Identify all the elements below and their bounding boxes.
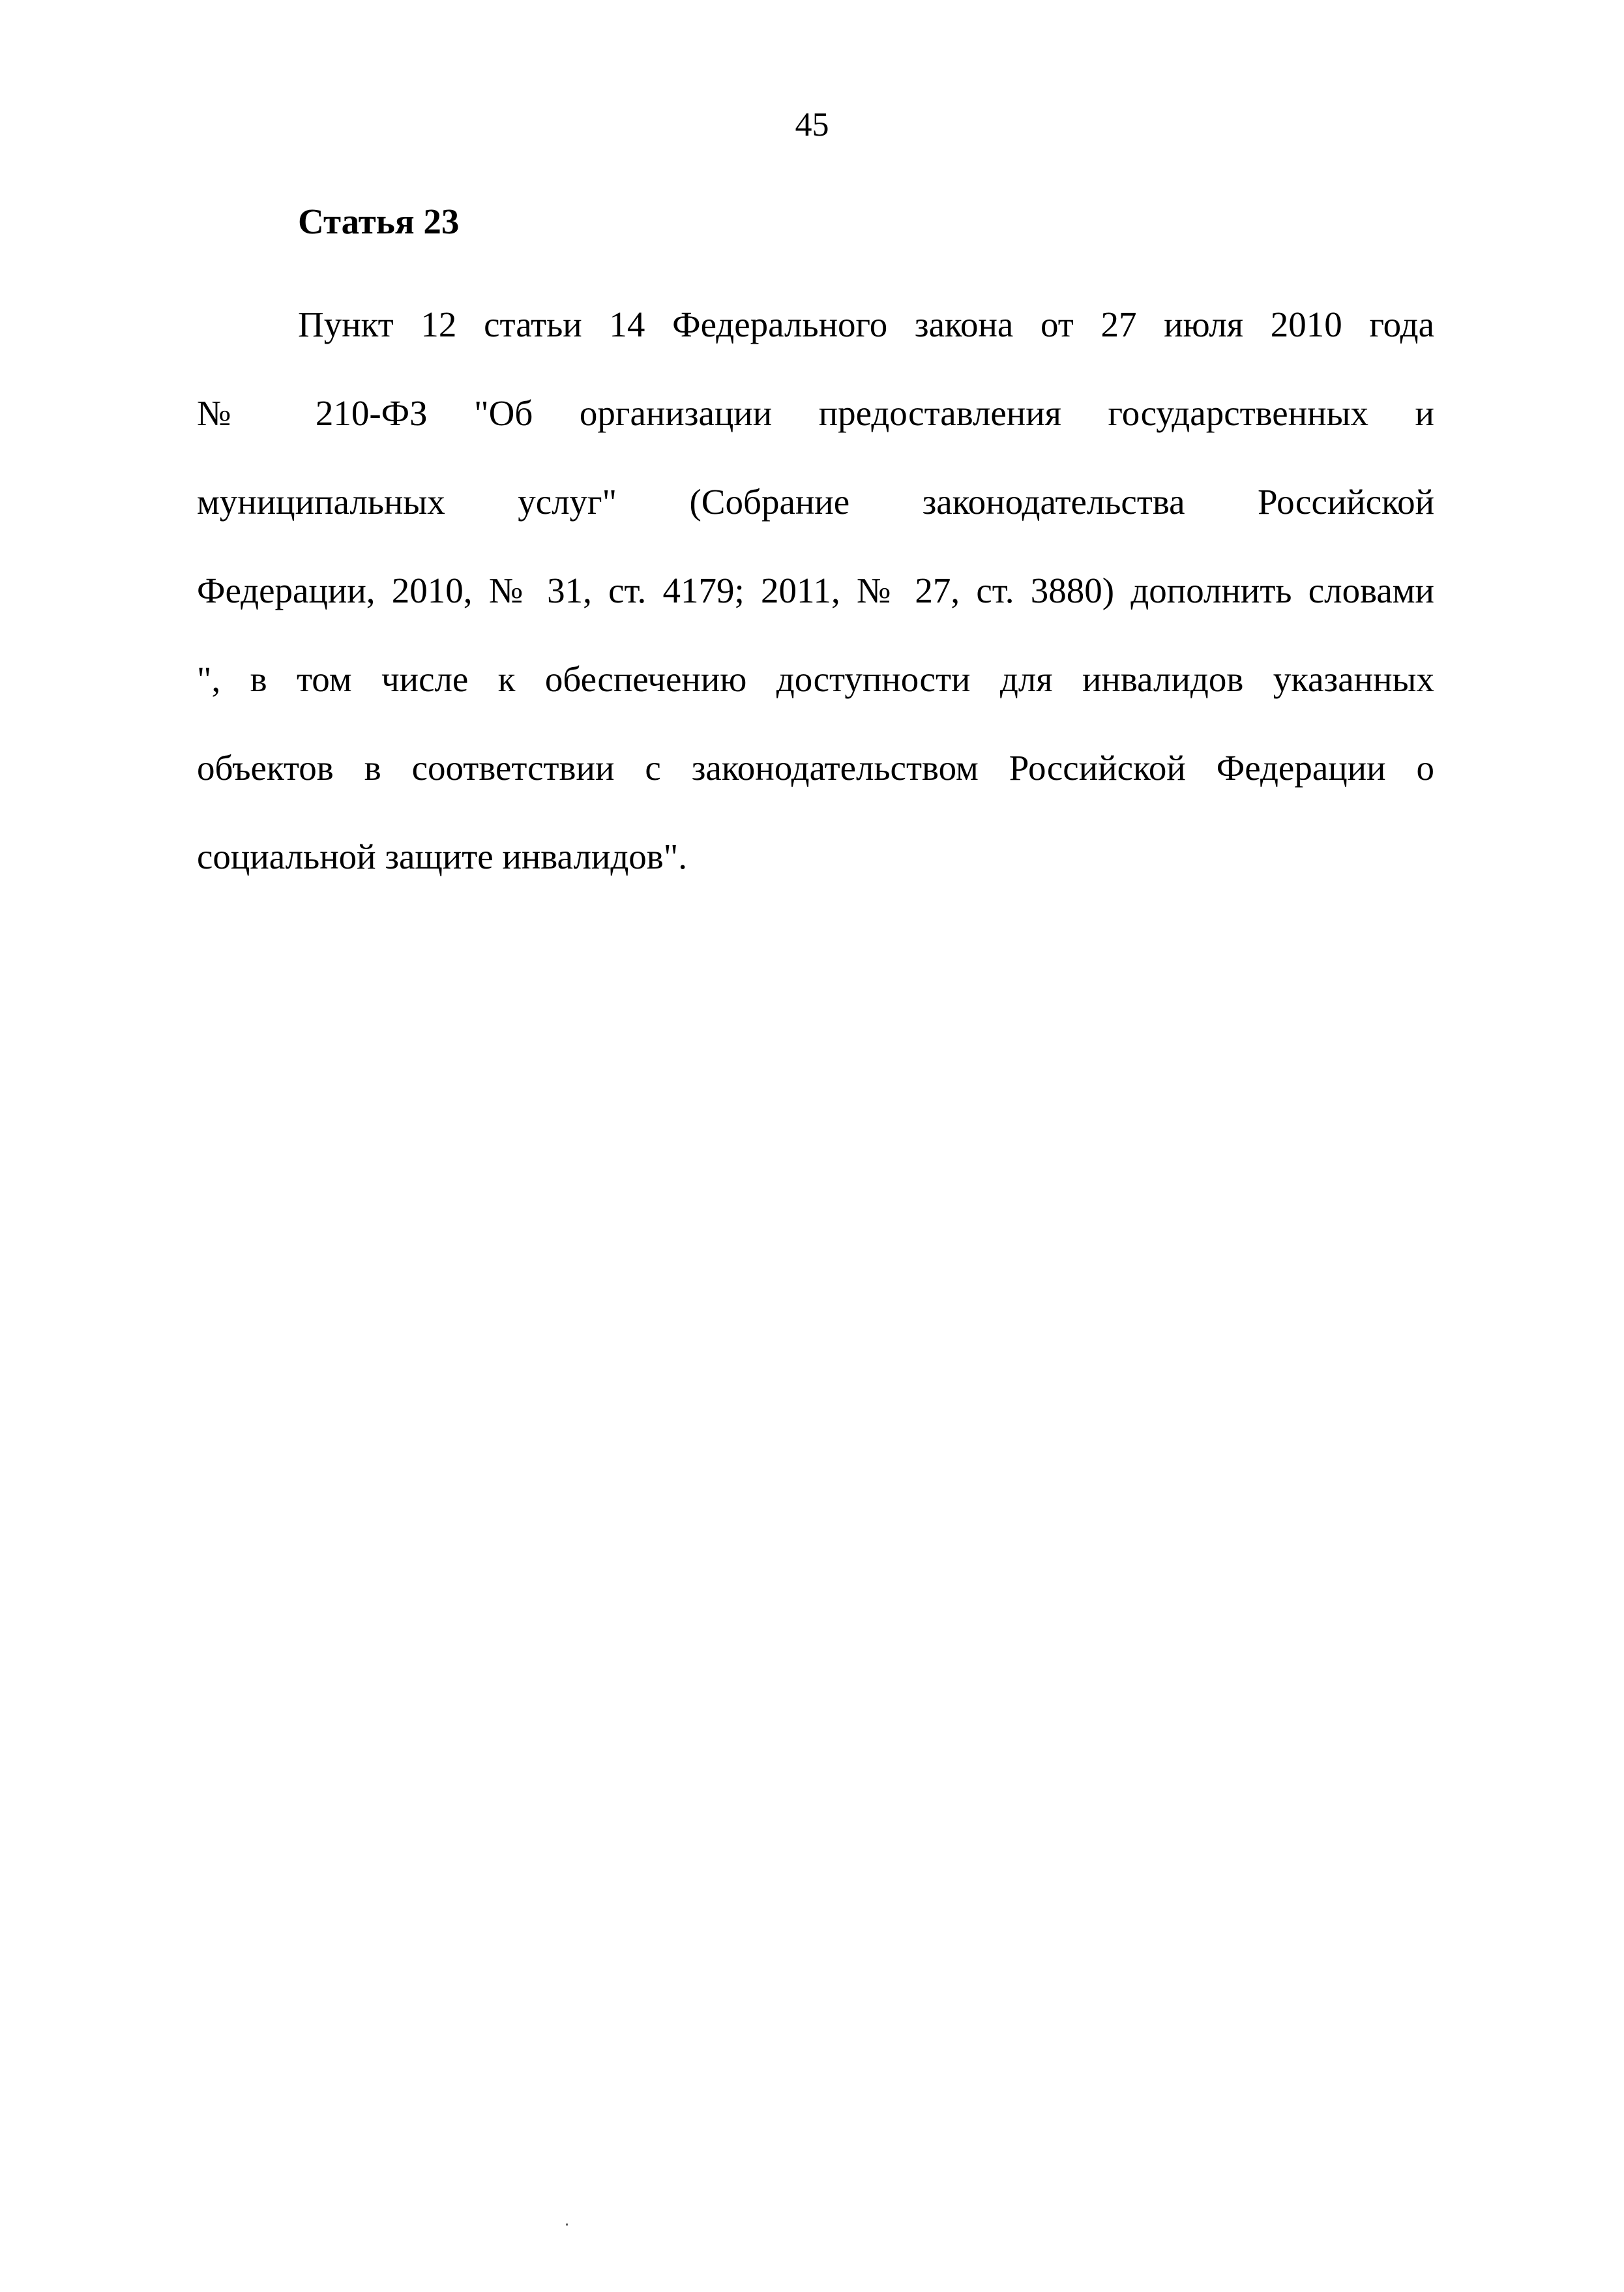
body-line: социальной защите инвалидов". bbox=[197, 837, 687, 876]
body-line: объектов в соответствии с законодательством Российской Федерации о bbox=[197, 748, 1434, 788]
body-line: Федерации, 2010, № 31, ст. 4179; 2011, № 27, ст. 3880) дополнить словами bbox=[197, 571, 1434, 610]
scan-speck bbox=[566, 2224, 568, 2225]
body-line: № 210-ФЗ "Об организации предоставления государственных и bbox=[197, 393, 1434, 433]
article-body bbox=[197, 280, 1434, 901]
page-number: 45 bbox=[795, 106, 829, 143]
article-title: Статья 23 bbox=[298, 201, 460, 241]
body-line: Пункт 12 статьи 14 Федерального закона от 27 июля 2010 года bbox=[298, 305, 1434, 344]
body-line: муниципальных услуг" (Собрание законодательства Российской bbox=[197, 482, 1434, 522]
body-line: ", в том числе к обеспечению доступности для инвалидов указанных bbox=[197, 659, 1434, 699]
